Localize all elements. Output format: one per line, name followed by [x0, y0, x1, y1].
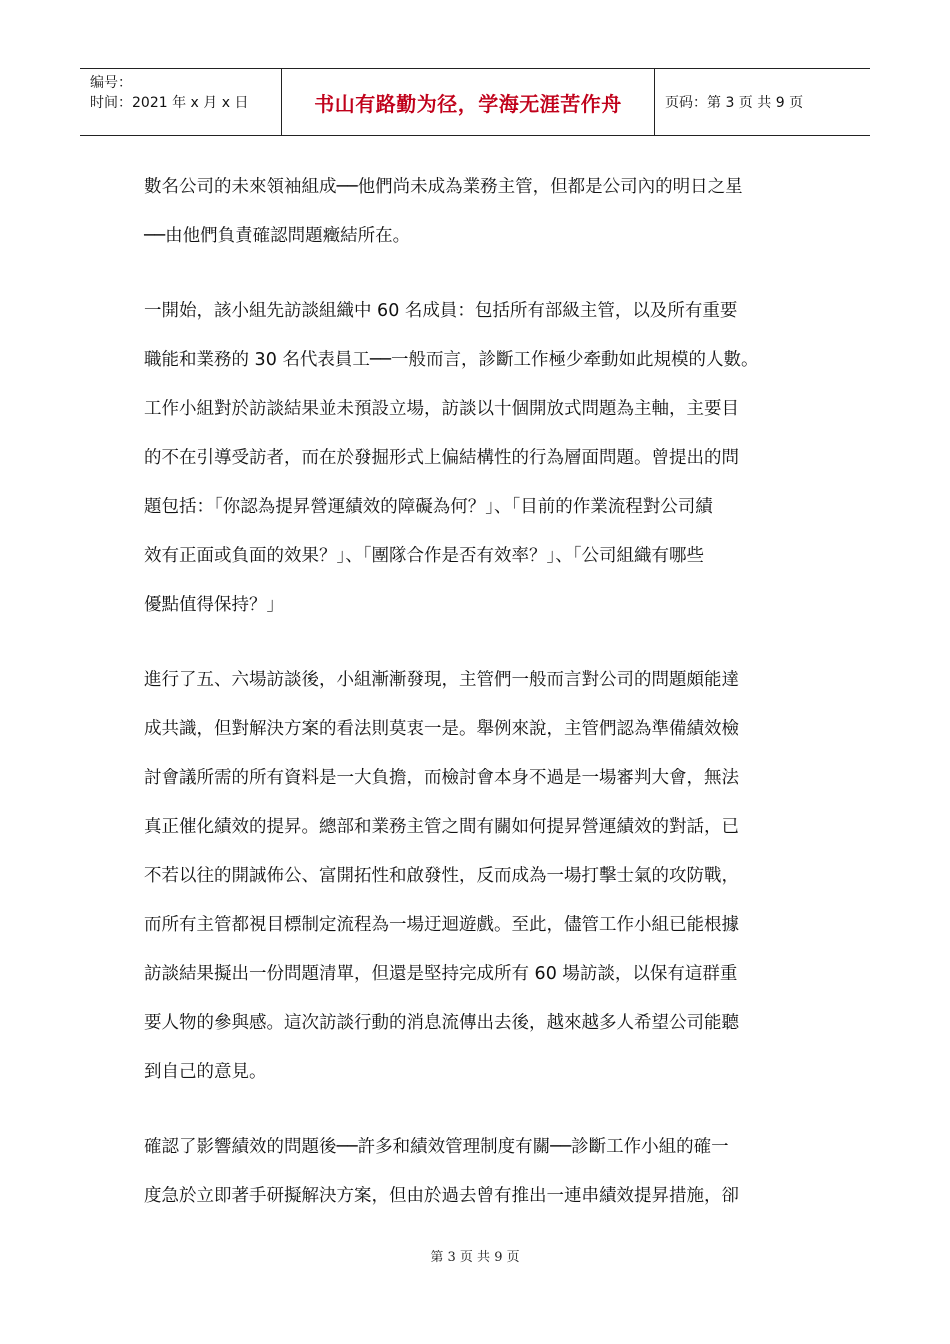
header-page-info: 页码：第 3 页 共 9 页 [665, 95, 804, 111]
text-line: 而所有主管都視目標制定流程為一場迂迴遊戲。至此，儘管工作小組已能根據 [144, 915, 739, 935]
paragraph [144, 287, 824, 630]
text-line: 進行了五、六場訪談後，小組漸漸發現，主管們一般而言對公司的問題頗能達 [144, 670, 739, 690]
header-motto: 书山有路勤为径，学海无涯苦作舟 [281, 69, 655, 135]
text-line: 度急於立即著手研擬解決方案，但由於過去曾有推出一連串績效提昇措施，卻 [144, 1186, 739, 1206]
text-line: 真正催化績效的提昇。總部和業務主管之間有關如何提昇營運績效的對話，已 [144, 817, 739, 837]
paragraph [144, 163, 824, 261]
text-line: 的不在引導受訪者，而在於發掘形式上偏結構性的行為層面問題。曾提出的問 [144, 448, 739, 468]
document-body [144, 163, 824, 1247]
text-line: 成共識，但對解決方案的看法則莫衷一是。舉例來說，主管們認為準備績效檢 [144, 719, 739, 739]
paragraph [144, 656, 824, 1097]
text-line: 優點值得保持？」 [144, 595, 284, 615]
header-meta [80, 69, 281, 135]
text-line: 數名公司的未來領袖組成──他們尚未成為業務主管，但都是公司內的明日之星 [144, 177, 743, 197]
page-footer: 第 3 页 共 9 页 [430, 1250, 520, 1265]
text-line: 討會議所需的所有資料是一大負擔，而檢討會本身不過是一場審判大會，無法 [144, 768, 739, 788]
text-line: 效有正面或負面的效果？」、「團隊合作是否有效率？」、「公司組織有哪些 [144, 546, 704, 566]
text-line: 工作小組對於訪談結果並未預設立場，訪談以十個開放式問題為主軸，主要目 [144, 399, 739, 419]
text-line: 要人物的參與感。這次訪談行動的消息流傳出去後，越來越多人希望公司能聽 [144, 1013, 739, 1033]
paragraph [144, 1123, 824, 1221]
document-header [80, 68, 870, 136]
text-line: 題包括：「你認為提昇營運績效的障礙為何？」、「目前的作業流程對公司績 [144, 497, 713, 517]
text-line: 一開始，該小組先訪談組織中 60 名成員：包括所有部級主管，以及所有重要 [144, 301, 738, 321]
text-line: 不若以往的開誠佈公、富開拓性和啟發性，反而成為一場打擊士氣的攻防戰， [144, 866, 739, 886]
text-line: 確認了影響績效的問題後──許多和績效管理制度有關──診斷工作小組的確一 [144, 1137, 729, 1157]
text-line: 到自己的意見。 [144, 1062, 267, 1082]
text-line: 訪談結果擬出一份問題清單，但還是堅持完成所有 60 場訪談，以保有這群重 [144, 964, 738, 984]
time-text: 时间：2021 年 x 月 x 日 [90, 95, 249, 111]
code-label: 编号： [90, 75, 132, 91]
text-line: 職能和業務的 30 名代表員工──一般而言，診斷工作極少牽動如此規模的人數。 [144, 350, 759, 370]
text-line: ──由他們負責確認問題癥結所在。 [144, 226, 411, 246]
